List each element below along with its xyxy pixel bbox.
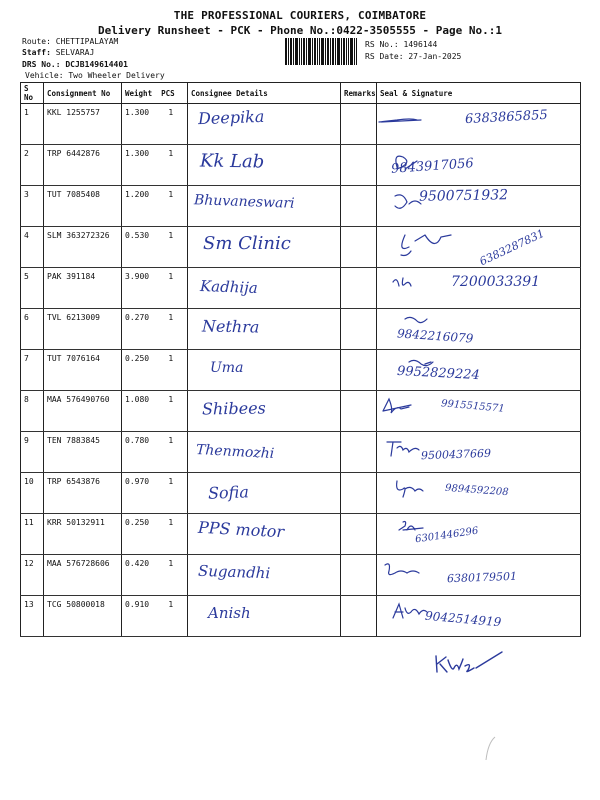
- cell-weight-pcs: [122, 227, 188, 268]
- weight-value: 0.780: [125, 436, 150, 445]
- barcode: [285, 38, 357, 65]
- cell-remarks: [341, 309, 377, 350]
- cell-consignee: [188, 555, 341, 596]
- cell-sno: 7: [21, 350, 44, 391]
- cell-consignment: SLM 363272326: [44, 227, 122, 268]
- cell-signature: [377, 350, 581, 391]
- cell-consignee: [188, 104, 341, 145]
- cell-sno: 2: [21, 145, 44, 186]
- cell-remarks: [341, 514, 377, 555]
- handwritten-consignee-name: Sm Clinic: [203, 233, 291, 254]
- cell-consignment: TUT 7085408: [44, 186, 122, 227]
- signature-scribble: [395, 231, 455, 259]
- cell-weight-pcs: [122, 391, 188, 432]
- table-row: [21, 309, 581, 350]
- cell-signature: [377, 104, 581, 145]
- handwritten-consignee-name: PPS motor: [197, 517, 285, 542]
- handwritten-phone-number: 9842216079: [396, 326, 474, 346]
- cell-consignee: [188, 186, 341, 227]
- cell-sno: 4: [21, 227, 44, 268]
- cell-weight-pcs: [122, 145, 188, 186]
- table-row: [21, 268, 581, 309]
- cell-consignment: TRP 6543876: [44, 473, 122, 514]
- handwritten-phone-number: 9042514919: [424, 608, 502, 630]
- cell-remarks: [341, 555, 377, 596]
- table-row: [21, 145, 581, 186]
- cell-weight-pcs: [122, 514, 188, 555]
- cell-sno: 10: [21, 473, 44, 514]
- runsheet-table: [20, 82, 581, 637]
- cell-weight-pcs: [122, 555, 188, 596]
- vehicle-line: [25, 71, 165, 80]
- vehicle-value: Two Wheeler Delivery: [68, 71, 165, 80]
- cell-weight-pcs: [122, 104, 188, 145]
- col-remarks: Remarks: [341, 83, 377, 104]
- cell-signature: [377, 514, 581, 555]
- col-signature: Seal & Signature: [377, 83, 581, 104]
- pcs-value: 1: [168, 313, 174, 322]
- weight-value: 0.970: [125, 477, 150, 486]
- cell-signature: [377, 186, 581, 227]
- handwritten-phone-number: 7200033391: [451, 274, 541, 290]
- handwritten-phone-number: 6383287831: [477, 226, 547, 269]
- table-row: [21, 104, 581, 145]
- runsheet-subtitle: Delivery Runsheet - PCK - Phone No.:0422-3505555 - Page No.:1: [98, 24, 502, 37]
- handwritten-phone-number: 9952829224: [396, 363, 481, 384]
- cell-weight-pcs: [122, 268, 188, 309]
- pcs-value: 1: [168, 149, 174, 158]
- col-weight-pcs: Weight PCS: [122, 83, 188, 104]
- col-consignee: Consignee Details: [188, 83, 341, 104]
- drs-line: [22, 60, 128, 69]
- table-row: [21, 596, 581, 637]
- cell-consignment: TCG 50800018: [44, 596, 122, 637]
- handwritten-phone-number: 9500437669: [420, 446, 492, 463]
- company-title: THE PROFESSIONAL COURIERS, COIMBATORE: [173, 9, 427, 22]
- rs-no-label: RS No.:: [365, 40, 399, 49]
- rs-no-line: [365, 40, 437, 49]
- cell-consignment: TVL 6213009: [44, 309, 122, 350]
- handwritten-consignee-name: Sofia: [207, 482, 250, 503]
- handwritten-consignee-name: Nethra: [201, 316, 260, 337]
- handwritten-consignee-name: Thenmozhi: [195, 441, 275, 463]
- cell-consignee: [188, 473, 341, 514]
- handwritten-phone-number: 6383865855: [464, 107, 549, 128]
- col-sno: S No: [21, 83, 44, 104]
- cell-consignment: TRP 6442876: [44, 145, 122, 186]
- cell-signature: [377, 555, 581, 596]
- rs-date-label: RS Date:: [365, 52, 404, 61]
- cell-sno: 9: [21, 432, 44, 473]
- cell-remarks: [341, 391, 377, 432]
- cell-signature: [377, 391, 581, 432]
- weight-value: 0.270: [125, 313, 150, 322]
- pcs-value: 1: [168, 354, 174, 363]
- rs-date-line: [365, 52, 461, 61]
- drs-label: DRS No.:: [22, 60, 61, 69]
- handwritten-consignee-name: Sugandhi: [197, 561, 271, 583]
- table-row: [21, 391, 581, 432]
- weight-value: 1.080: [125, 395, 150, 404]
- cell-weight-pcs: [122, 186, 188, 227]
- weight-value: 1.300: [125, 149, 150, 158]
- table-row: [21, 473, 581, 514]
- rs-no-value: 1496144: [403, 40, 438, 49]
- pcs-value: 1: [168, 108, 174, 117]
- cell-signature: [377, 145, 581, 186]
- cell-remarks: [341, 473, 377, 514]
- pcs-value: 1: [168, 518, 174, 527]
- handwritten-phone-number: 6301446296: [414, 525, 480, 546]
- cell-weight-pcs: [122, 309, 188, 350]
- weight-value: 3.900: [125, 272, 150, 281]
- cell-consignee: [188, 309, 341, 350]
- courier-initials-signature: [432, 648, 504, 678]
- cell-consignee: [188, 227, 341, 268]
- pcs-value: 1: [168, 477, 174, 486]
- cell-consignment: PAK 391184: [44, 268, 122, 309]
- handwritten-phone-number: 9915515571: [440, 398, 505, 415]
- cell-sno: 12: [21, 555, 44, 596]
- cell-sno: 3: [21, 186, 44, 227]
- table-row: [21, 432, 581, 473]
- cell-consignee: [188, 350, 341, 391]
- handwritten-consignee-name: Deepika: [197, 106, 265, 129]
- handwritten-consignee-name: Uma: [210, 360, 244, 376]
- cell-weight-pcs: [122, 473, 188, 514]
- weight-value: 0.530: [125, 231, 150, 240]
- handwritten-phone-number: 9894592208: [444, 482, 509, 499]
- handwritten-phone-number: 9500751932: [418, 187, 509, 205]
- table-row: [21, 186, 581, 227]
- cell-remarks: [341, 432, 377, 473]
- cell-remarks: [341, 186, 377, 227]
- route-value: CHETTIPALAYAM: [55, 37, 119, 46]
- cell-signature: [377, 309, 581, 350]
- rs-date-value: 27-Jan-2025: [408, 52, 462, 61]
- col-consignment: Consignment No: [44, 83, 122, 104]
- staff-line: [22, 48, 94, 57]
- cell-consignee: [188, 432, 341, 473]
- cell-weight-pcs: [122, 350, 188, 391]
- weight-value: 0.250: [125, 518, 150, 527]
- cell-remarks: [341, 104, 377, 145]
- route-label: Route:: [22, 37, 51, 46]
- signature-scribble: [381, 559, 441, 587]
- cell-remarks: [341, 227, 377, 268]
- cell-signature: [377, 473, 581, 514]
- cell-remarks: [341, 350, 377, 391]
- staff-value: SELVARAJ: [55, 48, 95, 57]
- signature-scribble: [389, 272, 449, 300]
- cell-sno: 1: [21, 104, 44, 145]
- weight-value: 1.300: [125, 108, 150, 117]
- cell-consignment: TEN 7883845: [44, 432, 122, 473]
- cell-signature: [377, 432, 581, 473]
- cell-sno: 5: [21, 268, 44, 309]
- pen-mark: [480, 735, 500, 763]
- pcs-value: 1: [168, 559, 174, 568]
- weight-value: 0.250: [125, 354, 150, 363]
- cell-sno: 8: [21, 391, 44, 432]
- cell-signature: [377, 227, 581, 268]
- table-row: [21, 227, 581, 268]
- cell-consignment: TUT 7076164: [44, 350, 122, 391]
- table-row: [21, 350, 581, 391]
- signature-scribble: [377, 108, 437, 136]
- cell-consignee: [188, 514, 341, 555]
- handwritten-consignee-name: Kadhija: [199, 276, 259, 298]
- pcs-value: 1: [168, 272, 174, 281]
- handwritten-consignee-name: Anish: [208, 604, 251, 622]
- pcs-value: 1: [168, 395, 174, 404]
- pcs-value: 1: [168, 600, 174, 609]
- cell-consignment: KRR 50132911: [44, 514, 122, 555]
- handwritten-consignee-name: Kk Lab: [199, 150, 265, 173]
- vehicle-label: Vehicle:: [25, 71, 64, 80]
- weight-value: 0.910: [125, 600, 150, 609]
- cell-consignment: MAA 576728606: [44, 555, 122, 596]
- cell-consignee: [188, 391, 341, 432]
- cell-sno: 13: [21, 596, 44, 637]
- weight-value: 0.420: [125, 559, 150, 568]
- table-header-row: [21, 83, 581, 104]
- table-row: [21, 555, 581, 596]
- cell-remarks: [341, 145, 377, 186]
- cell-remarks: [341, 268, 377, 309]
- cell-weight-pcs: [122, 432, 188, 473]
- signature-scribble: [381, 395, 441, 423]
- cell-consignment: MAA 576490760: [44, 391, 122, 432]
- handwritten-phone-number: 6380179501: [446, 569, 518, 586]
- weight-value: 1.200: [125, 190, 150, 199]
- cell-sno: 6: [21, 309, 44, 350]
- cell-signature: [377, 596, 581, 637]
- pcs-value: 1: [168, 231, 174, 240]
- pcs-value: 1: [168, 436, 174, 445]
- staff-label: Staff:: [22, 48, 51, 57]
- cell-consignee: [188, 145, 341, 186]
- cell-consignment: KKL 1255757: [44, 104, 122, 145]
- cell-remarks: [341, 596, 377, 637]
- cell-consignee: [188, 596, 341, 637]
- route-line: [22, 37, 118, 46]
- handwritten-phone-number: 9843917056: [390, 156, 475, 177]
- cell-weight-pcs: [122, 596, 188, 637]
- cell-sno: 11: [21, 514, 44, 555]
- table-row: [21, 514, 581, 555]
- cell-signature: [377, 268, 581, 309]
- handwritten-consignee-name: Bhuvaneswari: [193, 192, 295, 212]
- drs-value: DCJB149614401: [65, 60, 128, 69]
- pcs-value: 1: [168, 190, 174, 199]
- handwritten-consignee-name: Shibees: [201, 398, 266, 419]
- cell-consignee: [188, 268, 341, 309]
